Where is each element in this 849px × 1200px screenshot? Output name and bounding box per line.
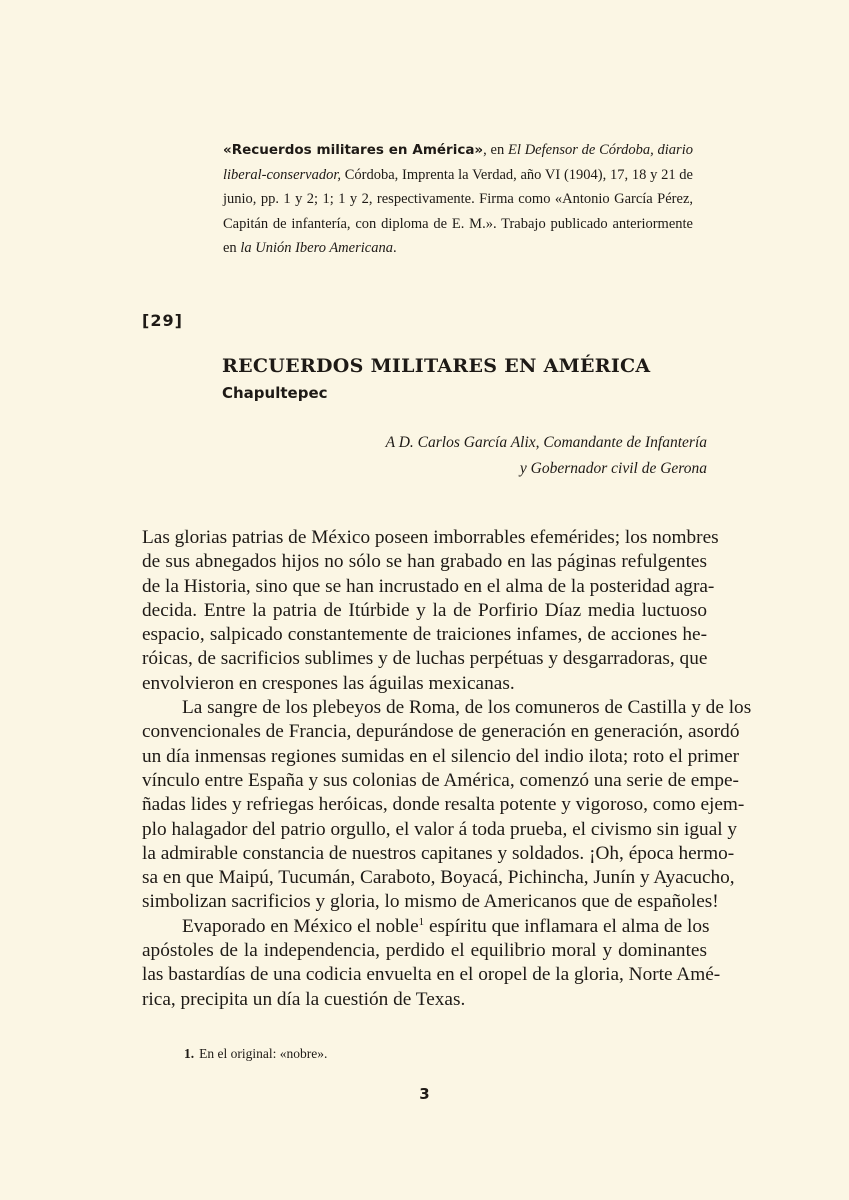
text-line: ñadas lides y refriegas heróicas, donde resalta potente y vigoroso, como ejem- xyxy=(142,794,745,816)
text-line: rica, precipita un día la cuestión de Texas. xyxy=(142,988,466,1010)
paragraph xyxy=(142,696,752,915)
footnote-text: En el original: «nobre». xyxy=(199,1046,328,1061)
text-fragment: espíritu que inflamara el alma de los xyxy=(424,915,710,937)
text-line: La sangre de los plebeyos de Roma, de los comuneros de Castilla y de los xyxy=(182,697,752,719)
text-line: decida. Entre la patria de Itúrbide y la de Porfirio Díaz media luctuoso xyxy=(142,599,707,621)
text-line: un día inmensas regiones sumidas en el silencio del indio ilota; roto el primer xyxy=(142,745,740,767)
text-line: sa en que Maipú, Tucumán, Caraboto, Boyacá, Pichincha, Junín y Ayacucho, xyxy=(142,867,735,889)
text-line: convencionales de Francia, depurándose de generación en generación, asordó xyxy=(142,721,740,743)
newspaper-name: El Defensor de Córdoba, diario liberal-conservador, xyxy=(223,142,693,183)
publication-name: la Unión Ibero Americana xyxy=(240,240,393,256)
text-line: las bastardías de una codicia envuelta en el oropel de la gloria, Norte Amé- xyxy=(142,964,721,986)
text-line xyxy=(142,915,710,939)
text-line: apóstoles de la independencia, perdido el equilibrio moral y dominantes xyxy=(142,940,707,962)
footnote-number: 1. xyxy=(184,1046,195,1061)
body-text xyxy=(142,526,752,1012)
footnote-reference[interactable]: 1 xyxy=(418,915,425,928)
chapter-subtitle: Chapultepec xyxy=(222,384,328,402)
chapter-title: RECUERDOS MILITARES EN AMÉRICA xyxy=(222,355,651,377)
dedication xyxy=(287,430,707,482)
text-line: de sus abnegados hijos no sólo se han grabado en las páginas refulgentes xyxy=(142,551,707,573)
text-line: vínculo entre España y sus colonias de América, comenzó una serie de empe- xyxy=(142,769,739,791)
biblio-text: Córdoba, Imprenta la Verdad, año VI (1904), 17, 18 y 21 de junio, pp. 1 y 2; 1; 1 y 2, respectivamente. Firma como «Antonio García Pérez, Capitán de infantería, con diploma de E. M.». Trabajo publicado anteriormente en xyxy=(223,166,693,256)
text-line: envolvieron en crespones las águilas mexicanas. xyxy=(142,672,515,694)
dedication-line: y Gobernador civil de Gerona xyxy=(519,460,707,477)
text-line: Las glorias patrias de México poseen imborrables efemérides; los nombres xyxy=(142,527,719,548)
text-line: róicas, de sacrificios sublimes y de luchas perpétuas y desgarradoras, que xyxy=(142,648,708,670)
footnote xyxy=(184,1046,327,1062)
text-line: plo halagador del patrio orgullo, el valor á toda prueba, el civismo sin igual y xyxy=(142,818,738,840)
text-line: espacio, salpicado constantemente de traiciones infames, de acciones he- xyxy=(142,624,707,646)
text-line: la admirable constancia de nuestros capitanes y soldados. ¡Oh, época hermo- xyxy=(142,842,735,864)
article-title: «Recuerdos militares en América» xyxy=(223,142,484,158)
text-line: de la Historia, sino que se han incrustado en el alma de la posteridad agra- xyxy=(142,575,715,597)
dedication-line: A D. Carlos García Alix, Comandante de Infantería xyxy=(385,434,707,451)
biblio-text: . xyxy=(392,240,397,256)
paragraph xyxy=(142,526,719,696)
page-number: 3 xyxy=(419,1085,430,1103)
biblio-text: , en xyxy=(483,142,509,158)
text-fragment: Evaporado en México el noble xyxy=(182,915,419,937)
bibliographic-note xyxy=(223,138,693,261)
text-line: simbolizan sacrificios y gloria, lo mismo de Americanos que de españoles! xyxy=(142,891,719,913)
section-number: [29] xyxy=(142,311,183,330)
paragraph xyxy=(142,915,721,1012)
